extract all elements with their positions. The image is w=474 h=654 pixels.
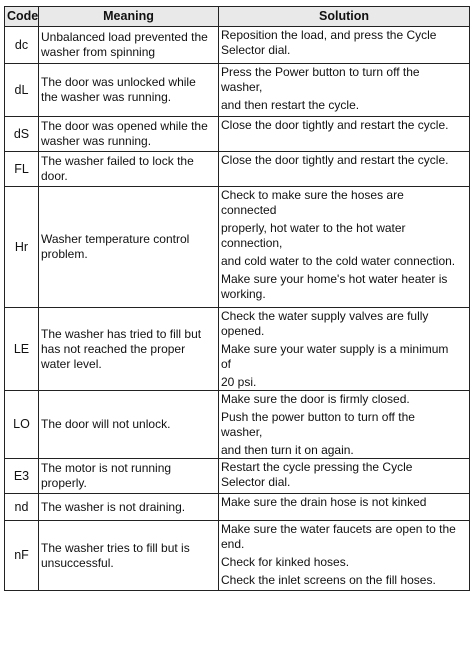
- solution-line: washer,: [221, 425, 263, 439]
- meaning-line: The door was unlocked while: [41, 75, 196, 89]
- meaning-line: Washer temperature control: [41, 232, 190, 246]
- meaning-cell: [39, 187, 219, 308]
- meaning-line: Unbalanced load prevented the: [41, 30, 208, 44]
- meaning-cell: [39, 521, 219, 591]
- table-row: [5, 64, 470, 117]
- table-row: [5, 187, 470, 308]
- solution-line: of: [221, 357, 232, 371]
- meaning-line: The washer is not draining.: [41, 499, 186, 514]
- solution-line: Press the Power button to turn off the: [221, 65, 420, 79]
- solution-line: connected: [221, 203, 277, 217]
- solution-line: Selector dial.: [221, 475, 291, 489]
- table-row: [5, 494, 470, 521]
- meaning-line: The washer tries to fill but is: [41, 540, 190, 555]
- meaning-line: has not reached the proper: [41, 341, 186, 356]
- meaning-line: The washer has tried to fill but: [41, 326, 202, 341]
- meaning-line: properly.: [41, 476, 87, 490]
- meaning-line: unsuccessful.: [41, 555, 114, 570]
- table-row: [5, 308, 470, 391]
- table-row: [5, 391, 470, 459]
- solution-line: Selector dial.: [221, 43, 291, 57]
- solution-line: Reposition the load, and press the Cycle: [221, 28, 437, 42]
- table-row: [5, 27, 470, 64]
- error-code-cell: dS: [5, 117, 39, 152]
- error-code-cell: E3: [5, 459, 39, 494]
- error-code-table: [4, 6, 470, 591]
- table-row: [5, 459, 470, 494]
- solution-line: opened.: [221, 324, 265, 338]
- solution-cell: [219, 308, 470, 391]
- meaning-line: The door was opened while the: [41, 119, 208, 133]
- solution-cell: [219, 521, 470, 591]
- solution-line: 20 psi.: [221, 375, 257, 389]
- error-code-cell: LE: [5, 308, 39, 391]
- meaning-line: water level.: [41, 356, 102, 371]
- solution-cell: [219, 391, 470, 459]
- error-code-table-container: [4, 6, 469, 591]
- meaning-cell: [39, 27, 219, 64]
- solution-line: Close the door tightly and restart the cycle.: [221, 118, 449, 132]
- solution-line: Make sure the water faucets are open to the: [221, 522, 456, 536]
- solution-line: connection,: [221, 236, 283, 250]
- header-row: [5, 7, 470, 27]
- header-code: Code: [5, 7, 39, 27]
- meaning-line: The door will not unlock.: [41, 417, 171, 431]
- error-code-cell: dL: [5, 64, 39, 117]
- solution-cell: [219, 494, 470, 521]
- meaning-cell: [39, 494, 219, 521]
- solution-cell: [219, 64, 470, 117]
- solution-line: Check to make sure the hoses are: [221, 188, 404, 202]
- error-code-cell: dc: [5, 27, 39, 64]
- solution-line: properly, hot water to the hot water: [221, 221, 406, 235]
- solution-line: Check the inlet screens on the fill hoses.: [221, 573, 436, 587]
- meaning-cell: [39, 152, 219, 187]
- table-body: [5, 27, 470, 591]
- solution-line: Make sure your home's hot water heater is: [221, 272, 448, 286]
- solution-cell: [219, 152, 470, 187]
- meaning-cell: [39, 459, 219, 494]
- error-code-cell: Hr: [5, 187, 39, 308]
- error-code-cell: nF: [5, 521, 39, 591]
- meaning-line: door.: [41, 169, 68, 183]
- meaning-cell: [39, 64, 219, 117]
- meaning-cell: [39, 391, 219, 459]
- header-solution: Solution: [219, 7, 470, 27]
- solution-line: Check for kinked hoses.: [221, 555, 350, 569]
- meaning-line: The motor is not running: [41, 461, 172, 475]
- meaning-cell: [39, 308, 219, 391]
- table-row: [5, 152, 470, 187]
- solution-line: Make sure the door is firmly closed.: [221, 392, 410, 406]
- table-row: [5, 117, 470, 152]
- meaning-line: washer was running.: [41, 134, 152, 148]
- solution-line: and cold water to the cold water connection.: [221, 254, 456, 268]
- solution-line: Make sure the drain hose is not kinked: [221, 495, 427, 509]
- solution-cell: [219, 459, 470, 494]
- header-meaning: Meaning: [39, 7, 219, 27]
- solution-cell: [219, 117, 470, 152]
- meaning-line: The washer failed to lock the: [41, 154, 194, 168]
- solution-line: washer,: [221, 80, 263, 94]
- solution-line: Check the water supply valves are fully: [221, 309, 429, 323]
- error-code-cell: FL: [5, 152, 39, 187]
- solution-line: end.: [221, 537, 245, 551]
- meaning-cell: [39, 117, 219, 152]
- solution-cell: [219, 187, 470, 308]
- solution-line: and then restart the cycle.: [221, 98, 360, 112]
- solution-line: Close the door tightly and restart the cycle.: [221, 153, 449, 167]
- solution-line: Push the power button to turn off the: [221, 410, 415, 424]
- solution-cell: [219, 27, 470, 64]
- meaning-line: problem.: [41, 247, 88, 261]
- error-code-cell: nd: [5, 494, 39, 521]
- solution-line: Restart the cycle pressing the Cycle: [221, 460, 413, 474]
- table-row: [5, 521, 470, 591]
- solution-line: Make sure your water supply is a minimum: [221, 342, 449, 356]
- solution-line: and then turn it on again.: [221, 443, 354, 457]
- error-code-cell: LO: [5, 391, 39, 459]
- meaning-line: washer from spinning: [41, 45, 156, 59]
- solution-line: working.: [221, 287, 266, 301]
- meaning-line: the washer was running.: [41, 90, 172, 104]
